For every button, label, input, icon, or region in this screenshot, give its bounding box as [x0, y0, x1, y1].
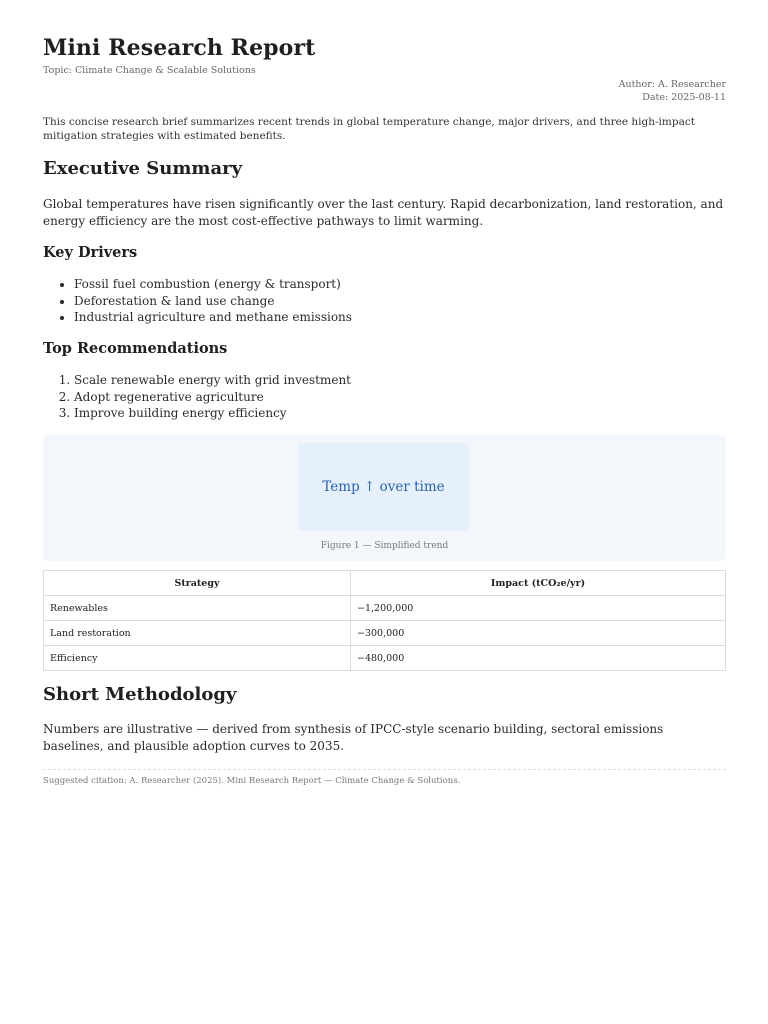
recommendations-heading: Top Recommendations: [43, 340, 228, 357]
methodology-heading: Short Methodology: [43, 684, 237, 705]
list-item: 3. Improve building energy efficiency: [74, 405, 351, 422]
report-author: Author: A. Researcher: [618, 79, 726, 90]
report-date: Date: 2025-08-11: [642, 92, 726, 103]
report-topic: Topic: Climate Change & Scalable Solutions: [43, 65, 256, 76]
table-cell: −480,000: [351, 646, 726, 671]
table-row: [44, 621, 726, 646]
methodology-text: Numbers are illustrative — derived from synthesis of IPCC-style scenario building, sectoral emissions baselines, and plausible adoption curves to 2035.: [43, 722, 664, 753]
recommendations-list: [74, 372, 351, 422]
list-item: • Fossil fuel combustion (energy & transport): [74, 276, 352, 293]
table-cell: −1,200,000: [351, 596, 726, 621]
table-header-impact: Impact (tCO₂e/yr): [351, 571, 726, 596]
list-item: • Deforestation & land use change: [74, 293, 352, 310]
figure-container: [43, 435, 726, 561]
figure-label: Temp ↑ over time: [322, 479, 445, 495]
table-header-row: [44, 571, 726, 596]
list-item: • Industrial agriculture and methane emissions: [74, 309, 352, 326]
table-row: [44, 596, 726, 621]
report-meta: [619, 78, 726, 104]
report-title: Mini Research Report: [43, 35, 316, 61]
table-row: [44, 646, 726, 671]
table-cell: Land restoration: [44, 621, 351, 646]
citation-text: Suggested citation: A. Researcher (2025). Mini Research Report — Climate Change & Solutions.: [43, 776, 461, 786]
table-cell: Renewables: [44, 596, 351, 621]
executive-summary-text: Global temperatures have risen significantly over the last century. Rapid decarbonization, land restoration, and energy efficiency are the most cost-effective pathways to limit warming.: [43, 197, 724, 228]
key-drivers-list: [74, 276, 352, 326]
figure-caption: Figure 1 — Simplified trend: [320, 541, 449, 551]
table-header-strategy: Strategy: [44, 571, 351, 596]
table-cell: Efficiency: [44, 646, 351, 671]
key-drivers-heading: Key Drivers: [43, 244, 138, 261]
intro-paragraph: This concise research brief summarizes recent trends in global temperature change, major drivers, and three high-impact mitigation strategies with estimated benefits.: [43, 116, 695, 142]
table-cell: −300,000: [351, 621, 726, 646]
divider: [43, 769, 726, 770]
executive-summary-heading: Executive Summary: [43, 158, 243, 179]
figure-placeholder: [298, 443, 469, 531]
list-item: 2. Adopt regenerative agriculture: [74, 389, 351, 406]
list-item: 1. Scale renewable energy with grid investment: [74, 372, 351, 389]
impact-table: [43, 570, 726, 671]
